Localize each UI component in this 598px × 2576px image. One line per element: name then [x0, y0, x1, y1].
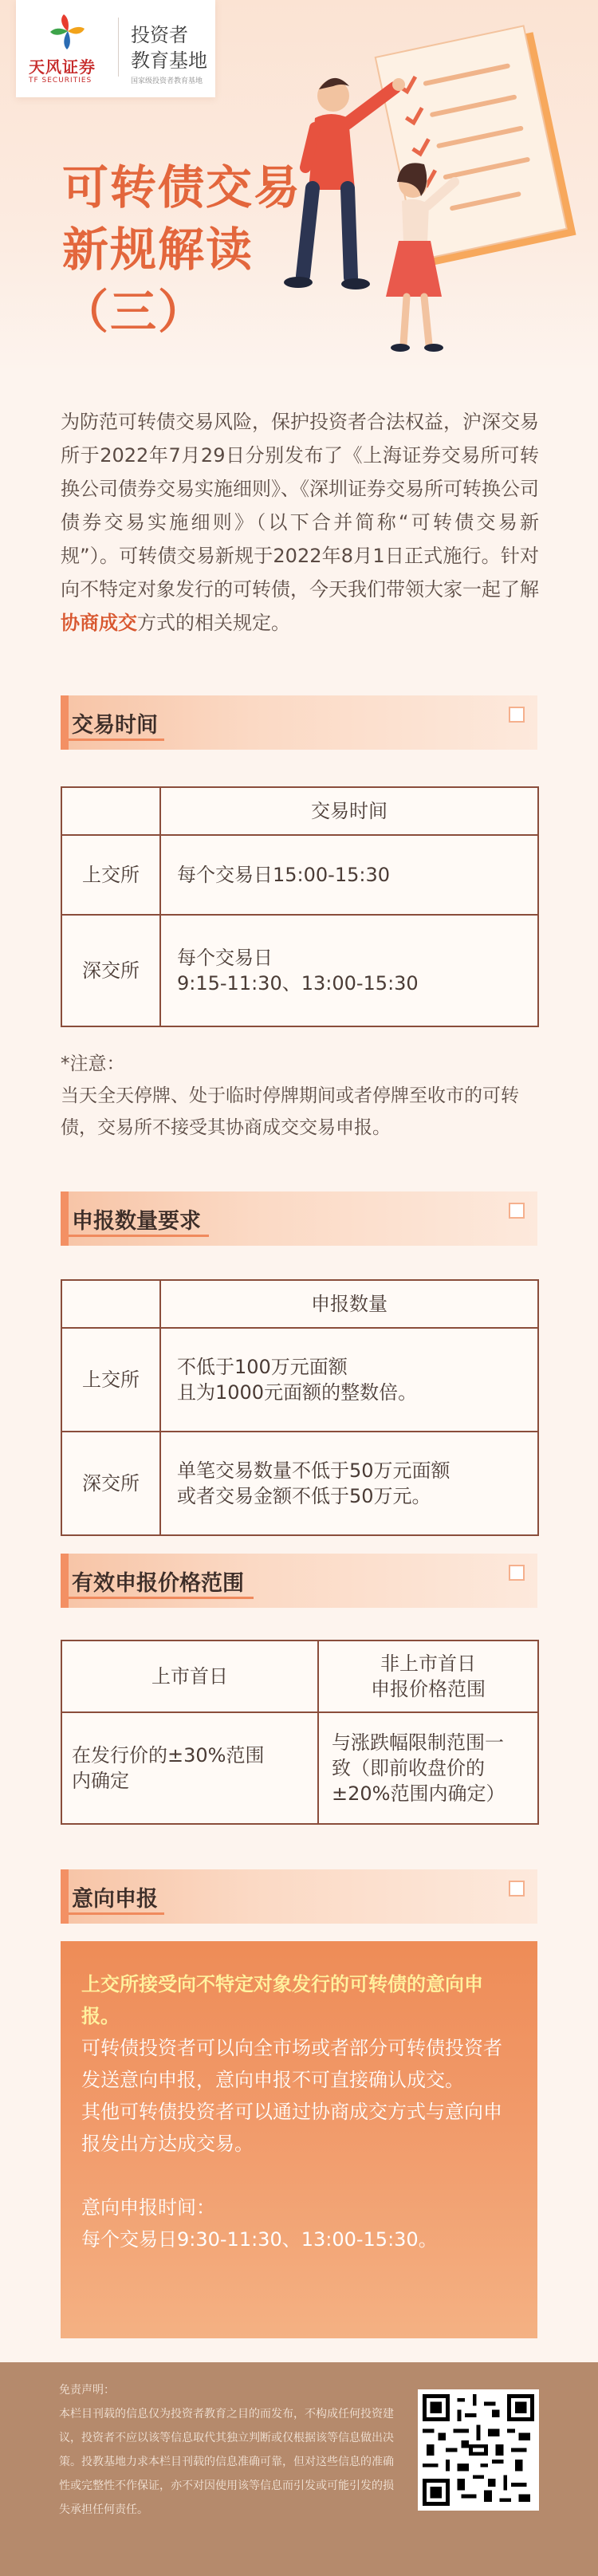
disclaimer-title: 免责声明： — [59, 2384, 115, 2397]
square-icon — [509, 707, 525, 723]
row-label: 深交所 — [61, 915, 160, 1026]
qr-code-graphic — [423, 2394, 534, 2506]
title-line2: 新规解读 — [62, 223, 254, 277]
section-underline — [69, 1597, 254, 1599]
header-line2: 申报价格范围 — [371, 1678, 486, 1700]
cell-line1: 与涨跌幅限制范围一 — [332, 1731, 504, 1754]
section-bar — [61, 1869, 69, 1924]
table-header-cell: 申报数量 — [160, 1280, 538, 1328]
logo-divider — [118, 18, 119, 77]
hero-banner — [0, 0, 598, 375]
row-label: 上交所 — [61, 1328, 160, 1432]
square-icon — [509, 1203, 525, 1219]
row-value: 每个交易日15:00-15:30 — [160, 835, 538, 915]
cell-other-days — [318, 1712, 538, 1824]
table-row — [61, 835, 538, 915]
cell-first-day — [61, 1712, 318, 1824]
row-value — [160, 1432, 538, 1535]
disclaimer-text: 本栏目刊载的信息仅为投资者教育之目的而发布，不构成任何投资建议，投资者不应以该等信息取代其独立判断或仅根据该等信息做出决策。投教基地力求本栏目刊载的信息准确可靠，但对这些信息的准确性或完整性不作保证，亦不对因使用该等信息而引发或可能引发的损失承担任何责任。 — [59, 2408, 394, 2516]
row-value-line1: 每个交易日 — [177, 947, 273, 969]
cell-line2: 内确定 — [72, 1770, 129, 1792]
section-underline — [69, 1235, 209, 1237]
table-header-cell: 上市首日 — [61, 1641, 318, 1712]
page-title — [62, 156, 301, 343]
section-bar — [61, 1191, 69, 1246]
table-header-row — [61, 1280, 538, 1328]
section-underline — [69, 739, 164, 741]
table-corner-cell — [61, 1280, 160, 1328]
logo-card — [16, 0, 215, 97]
section-header-intent — [61, 1869, 537, 1924]
base-name-line2: 教育基地 — [131, 49, 207, 72]
table-row — [61, 1712, 538, 1824]
section-title: 有效申报价格范围 — [72, 1571, 244, 1596]
row-value-line2: 9:15-11:30、13:00-15:30 — [177, 972, 419, 995]
base-subtitle: 国家级投资者教育基地 — [131, 77, 203, 85]
row-label: 上交所 — [61, 835, 160, 915]
table-header-cell — [318, 1641, 538, 1712]
cell-line2: 致（即前收盘价的 — [332, 1757, 485, 1779]
row-value-line2: 或者交易金额不低于50万元。 — [177, 1485, 431, 1507]
table-row — [61, 1328, 538, 1432]
intro-highlight: 协商成交 — [61, 612, 137, 634]
row-value — [160, 915, 538, 1026]
brand-name-en: TF SECURITIES — [29, 77, 92, 85]
disclaimer-footer — [0, 2362, 598, 2576]
disclaimer — [59, 2378, 394, 2522]
section-underline — [69, 1912, 164, 1915]
section-header-trading-time — [61, 695, 537, 750]
square-icon — [509, 1881, 525, 1897]
base-name-line1: 投资者 — [131, 24, 188, 46]
tf-logo-icon — [48, 11, 88, 51]
intro-text-end: 方式的相关规定。 — [137, 612, 290, 634]
section-title: 意向申报 — [72, 1887, 158, 1912]
intro-text: 为防范可转债交易风险，保护投资者合法权益，沪深交易所于2022年7月29日分别发布了《上海证券交易所可转换公司债券交易实施细则》、《深圳证券交易所可转换公司债券交易实施细则》（以下合并简称“可转债交易新规”）。可转债交易新规于2022年8月1日正式施行。针对向不特定对象发行的可转债，今天我们带领大家一起了解 — [61, 411, 539, 601]
section-header-quantity — [61, 1191, 537, 1246]
header-line1: 非上市首日 — [380, 1652, 476, 1675]
intent-time-title: 意向申报时间： — [81, 2196, 215, 2219]
brand-name: 天风证券 — [29, 57, 96, 77]
table-corner-cell — [61, 787, 160, 835]
intent-paragraph1: 可转债投资者可以向全市场或者部分可转债投资者发送意向申报，意向申报不可直接确认成交。 — [81, 2037, 502, 2091]
trading-time-table — [61, 786, 539, 1027]
intent-highlight: 上交所接受向不特定对象发行的可转债的意向申报。 — [81, 1973, 483, 2027]
intent-time-value: 每个交易日9:30-11:30、13:00-15:30。 — [81, 2228, 438, 2251]
table-header-row — [61, 1641, 538, 1712]
people-checklist-illustration — [271, 16, 590, 367]
price-range-table — [61, 1640, 539, 1825]
notice-text: 当天全天停牌、处于临时停牌期间或者停牌至收市的可转债，交易所不接受其协商成交交易申报。 — [61, 1085, 519, 1138]
section-bar — [61, 1554, 69, 1608]
intent-paragraph2: 其他可转债投资者可以通过协商成交方式与意向申报发出方达成交易。 — [81, 2101, 502, 2155]
section-title: 交易时间 — [72, 713, 158, 738]
row-value-line1: 不低于100万元面额 — [177, 1356, 348, 1378]
row-value-line1: 单笔交易数量不低于50万元面额 — [177, 1459, 450, 1482]
notice-title: *注意： — [61, 1054, 125, 1074]
table-row — [61, 1432, 538, 1535]
cell-line1: 在发行价的±30%范围 — [72, 1744, 265, 1767]
row-value — [160, 1328, 538, 1432]
title-line1: 可转债交易 — [62, 160, 302, 215]
intent-info-box — [61, 1941, 537, 2338]
qr-code-icon — [418, 2389, 539, 2511]
square-icon — [509, 1565, 525, 1581]
notice-block — [61, 1048, 539, 1144]
section-title: 申报数量要求 — [72, 1209, 201, 1234]
section-bar — [61, 695, 69, 750]
table-header-row — [61, 787, 538, 835]
row-label: 深交所 — [61, 1432, 160, 1535]
section-header-price-range — [61, 1554, 537, 1608]
cell-line3: ±20%范围内确定） — [332, 1782, 506, 1805]
intro-paragraph — [61, 405, 539, 640]
row-value-line2: 且为1000元面额的整数倍。 — [177, 1381, 418, 1404]
quantity-table — [61, 1279, 539, 1536]
title-line3: （三） — [62, 285, 207, 339]
table-header-cell: 交易时间 — [160, 787, 538, 835]
table-row — [61, 915, 538, 1026]
